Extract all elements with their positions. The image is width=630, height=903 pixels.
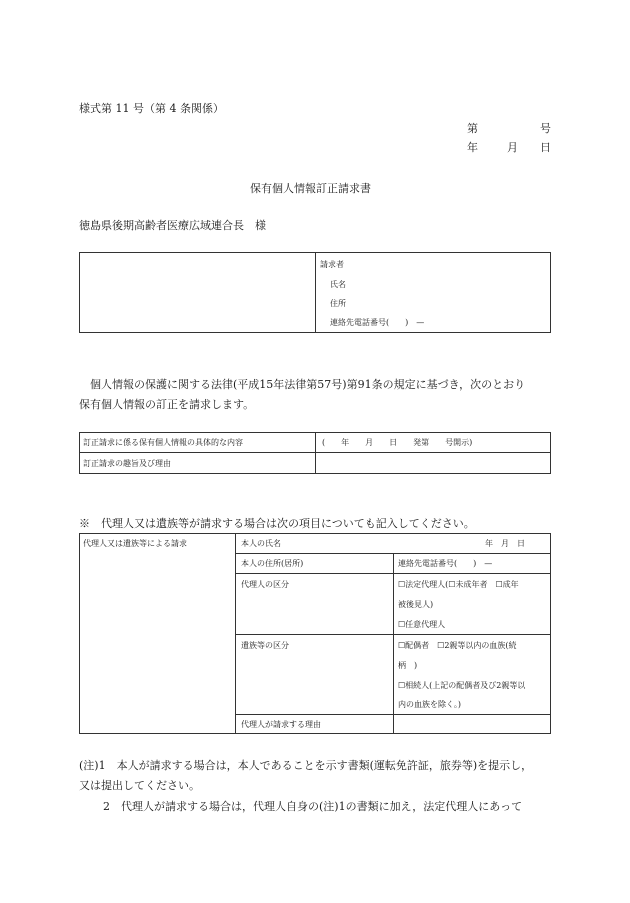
addressee: 徳島県後期高齢者医療広域連合長 様 [79, 219, 266, 232]
agent-type-option-voluntary[interactable]: ☐任意代理人 [398, 620, 446, 629]
bereaved-option-heir[interactable]: ☐相続人(上記の配偶者及び2親等以 [398, 681, 526, 690]
agent-type-option-legal[interactable]: ☐法定代理人(☐未成年者 ☐成年 [398, 580, 519, 589]
date-month: 月 [507, 141, 518, 154]
date-year: 年 [467, 141, 478, 154]
requester-name-label[interactable]: 氏名 [330, 280, 346, 289]
note-1-line-2: 又は提出してください。 [79, 779, 200, 792]
principal-name-label: 本人の氏名 [241, 539, 281, 548]
number-suffix: 号 [540, 122, 551, 135]
agent-section-label: 代理人又は遺族等による請求 [83, 539, 187, 548]
bereaved-option-spouse-cont: 柄 ) [398, 661, 418, 670]
agent-type-label: 代理人の区分 [241, 580, 289, 589]
form-number: 様式第 11 号（第 4 条関係） [79, 102, 224, 115]
agent-phone-label[interactable]: 連絡先電話番号( ) — [398, 559, 493, 568]
number-prefix: 第 [467, 122, 478, 135]
agent-note: ※ 代理人又は遺族等が請求する場合は次の項目についても記入してください。 [79, 517, 475, 530]
bereaved-type-label: 遺族等の区分 [241, 641, 289, 650]
bereaved-option-spouse[interactable]: ☐配偶者 ☐2親等以内の血族(続 [398, 641, 517, 650]
agent-reason-label: 代理人が請求する理由 [241, 720, 321, 729]
date-day: 日 [540, 141, 551, 154]
requester-heading: 請求者 [320, 260, 344, 269]
requester-address-label[interactable]: 住所 [330, 299, 346, 308]
document-title: 保有個人情報訂正請求書 [250, 182, 371, 195]
body-line-2: 保有個人情報の訂正を請求します。 [79, 398, 255, 411]
note-1-line-1: (注)1 本人が請求する場合は，本人であることを示す書類(運転免許証，旅券等)を提示し， [79, 759, 533, 772]
principal-date[interactable]: 年 月 日 [485, 539, 525, 548]
requester-phone-label[interactable]: 連絡先電話番号( ) — [330, 318, 425, 327]
principal-address-label: 本人の住所(居所) [241, 559, 304, 568]
note-2-line-1: 2 代理人が請求する場合は，代理人自身の(注)1の書類に加え，法定代理人にあって [103, 800, 523, 813]
bereaved-option-heir-cont: 内の血族を除く。) [398, 700, 461, 709]
body-line-1: 個人情報の保護に関する法律(平成15年法律第57号)第91条の規定に基づき，次のとおり [90, 378, 526, 391]
correction-content-value[interactable]: ( 年 月 日 発第 号開示) [322, 438, 473, 447]
correction-content-label: 訂正請求に係る保有個人情報の具体的な内容 [83, 438, 243, 447]
agent-type-option-legal-cont: 被後見人) [398, 600, 434, 609]
correction-reason-label: 訂正請求の趣旨及び理由 [83, 459, 171, 468]
